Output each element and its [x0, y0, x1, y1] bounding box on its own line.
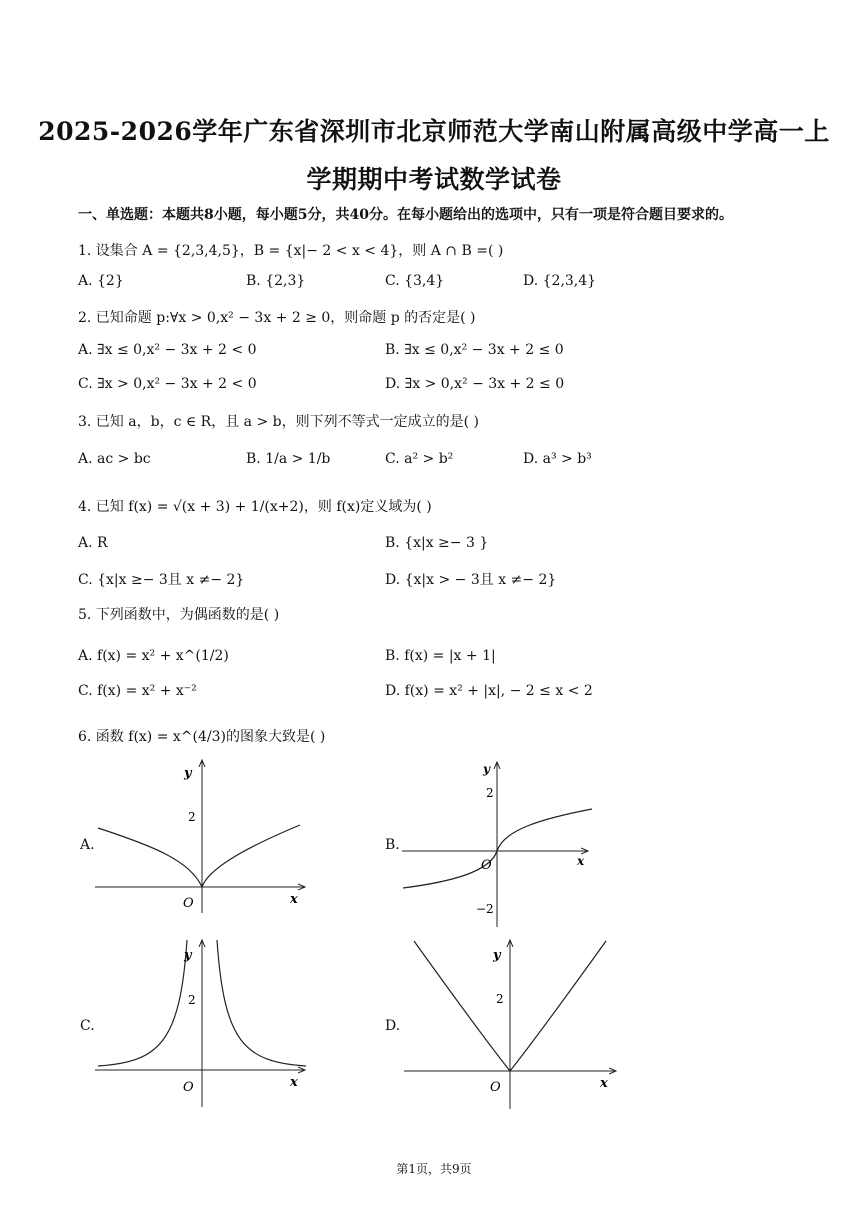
- question-2-option-b: B. ∃x ≤ 0,x² − 3x + 2 ≤ 0: [385, 342, 564, 358]
- question-1-option-d: D. {2,3,4}: [523, 273, 597, 289]
- title-line-1: 2025-2026学年广东省深圳市北京师范大学南山附属高级中学高一上: [38, 117, 830, 146]
- y-axis-label: y: [184, 948, 192, 963]
- question-5-option-c: C. f(x) = x² + x⁻²: [78, 683, 197, 699]
- tick-label-2: 2: [188, 810, 196, 824]
- tick-label-2: 2: [188, 993, 196, 1007]
- section-heading: 一、单选题：本题共8小题，每小题5分，共40分。在每小题给出的选项中，只有一项是符合题目要求的。: [78, 207, 733, 223]
- question-2-stem: 2. 已知命题 p:∀x > 0,x² − 3x + 2 ≥ 0，则命题 p 的否定是( ): [78, 310, 476, 326]
- graph-a: [90, 755, 315, 915]
- tick-label-neg2: −2: [476, 902, 494, 916]
- x-axis-label: x: [290, 892, 298, 907]
- graph-d-label: D.: [385, 1018, 401, 1034]
- graph-a-label: A.: [80, 837, 95, 853]
- curve: [98, 825, 300, 887]
- graph-d: [402, 937, 622, 1111]
- question-5-option-b: B. f(x) = |x + 1|: [385, 648, 496, 664]
- question-3-option-b: B. 1/a > 1/b: [246, 451, 331, 467]
- question-3-stem: 3. 已知 a，b，c ∈ R，且 a > b，则下列不等式一定成立的是( ): [78, 414, 479, 430]
- graph-b: [400, 757, 600, 929]
- question-1-stem: 1. 设集合 A = {2,3,4,5}，B = {x|− 2 < x < 4}，则 A ∩ B =( ): [78, 243, 504, 259]
- question-3-option-d: D. a³ > b³: [523, 451, 592, 467]
- y-axis-label: y: [483, 762, 490, 776]
- question-1-option-b: B. {2,3}: [246, 273, 306, 289]
- question-5-option-d: D. f(x) = x² + |x|, − 2 ≤ x < 2: [385, 683, 593, 699]
- x-axis-label: x: [290, 1075, 298, 1090]
- question-3-option-c: C. a² > b²: [385, 451, 454, 467]
- origin-label: O: [481, 858, 492, 873]
- question-4-option-b: B. {x|x ≥− 3 }: [385, 535, 489, 551]
- question-1-option-a: A. {2}: [78, 273, 124, 289]
- origin-label: O: [183, 1080, 194, 1095]
- graph-b-label: B.: [385, 837, 400, 853]
- x-axis-label: x: [577, 854, 585, 868]
- x-axis-label: x: [600, 1076, 608, 1091]
- curve-left: [98, 940, 187, 1066]
- title-line-2: 学期期中考试数学试卷: [306, 165, 562, 194]
- y-axis-label: y: [493, 948, 501, 963]
- question-5-option-a: A. f(x) = x² + x^(1/2): [78, 648, 229, 664]
- question-6-stem: 6. 函数 f(x) = x^(4/3)的图象大致是( ): [78, 729, 326, 745]
- question-1-option-c: C. {3,4}: [385, 273, 445, 289]
- graph-c-label: C.: [80, 1018, 95, 1034]
- y-axis-label: y: [184, 766, 192, 781]
- question-2-option-d: D. ∃x > 0,x² − 3x + 2 ≤ 0: [385, 376, 565, 392]
- question-3-option-a: A. ac > bc: [78, 451, 151, 467]
- curve-right: [217, 940, 306, 1066]
- question-2-option-c: C. ∃x > 0,x² − 3x + 2 < 0: [78, 376, 257, 392]
- graph-c: [90, 937, 315, 1109]
- question-5-stem: 5. 下列函数中，为偶函数的是( ): [78, 607, 280, 623]
- question-4-option-c: C. {x|x ≥− 3且 x ≠− 2}: [78, 572, 245, 588]
- question-4-option-d: D. {x|x > − 3且 x ≠− 2}: [385, 572, 557, 588]
- origin-label: O: [183, 896, 194, 911]
- tick-label-2: 2: [486, 786, 494, 800]
- question-2-option-a: A. ∃x ≤ 0,x² − 3x + 2 < 0: [78, 342, 257, 358]
- page-footer: 第1页，共9页: [396, 1162, 472, 1176]
- question-4-stem: 4. 已知 f(x) = √(x + 3) + 1/(x+2)，则 f(x)定义域为( ): [78, 499, 432, 515]
- question-4-option-a: A. R: [78, 535, 108, 551]
- origin-label: O: [490, 1080, 501, 1095]
- tick-label-2: 2: [496, 992, 504, 1006]
